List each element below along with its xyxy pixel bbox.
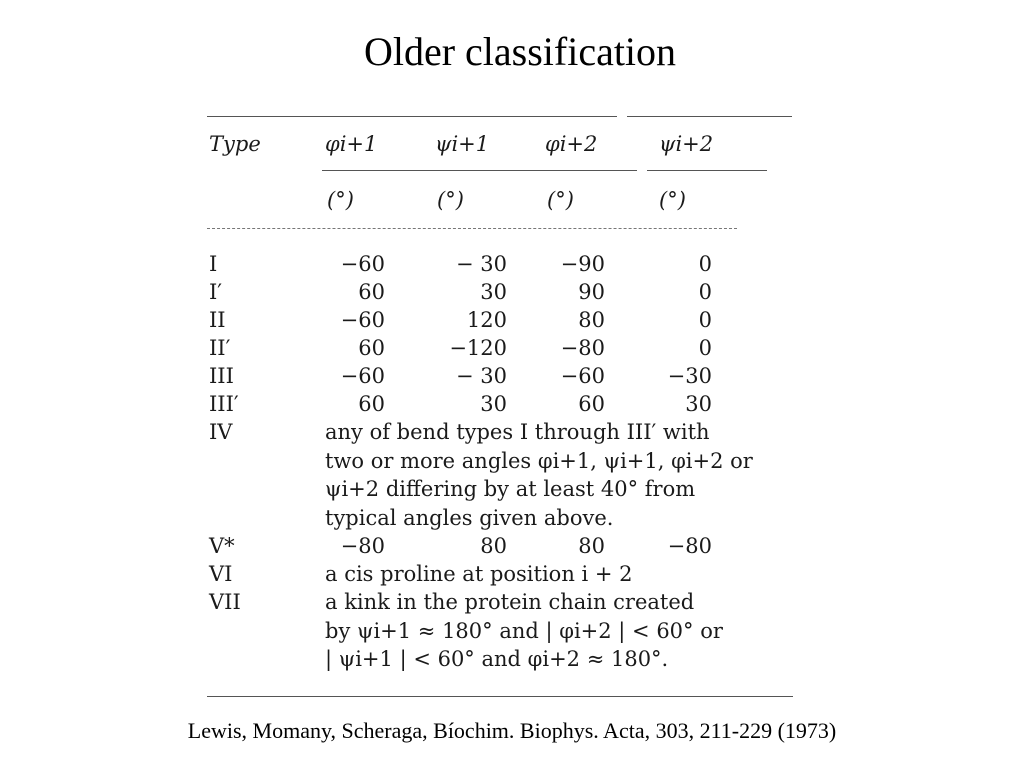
row-psi2: 0	[698, 308, 712, 332]
row-type: I	[209, 252, 218, 276]
scanned-table	[207, 112, 797, 702]
type-vii-line: by ψi+1 ≈ 180° and | φi+2 | < 60° or	[325, 618, 723, 643]
row-psi1: −120	[449, 336, 507, 360]
row-type: I′	[209, 280, 223, 304]
type-vi-text: a cis proline at position i + 2	[325, 562, 633, 586]
row-phi1: −60	[340, 308, 385, 332]
type-iv-line: any of bend types I through III′ with	[325, 420, 710, 444]
type-iv-line: ψi+2 differing by at least 40° from	[325, 477, 696, 501]
row-type: III′	[209, 392, 239, 416]
row-type: II′	[209, 336, 231, 360]
row-phi2: −60	[560, 364, 605, 388]
row-phi1: 60	[358, 336, 385, 360]
header-rule-right	[647, 170, 767, 171]
row-type: III	[209, 364, 234, 388]
row-psi1: − 30	[456, 252, 507, 276]
row-psi2: −80	[667, 534, 712, 558]
row-psi2: 30	[685, 392, 712, 416]
row-type: V*	[209, 534, 235, 558]
header-psi1: ψi+1	[435, 132, 490, 156]
header-psi2: ψi+2	[659, 132, 714, 156]
row-psi1: 30	[480, 280, 507, 304]
row-type: II	[209, 308, 226, 332]
row-psi1: 80	[480, 534, 507, 558]
header-phi1: φi+1	[325, 132, 378, 156]
header-bottom-rule	[207, 228, 737, 229]
header-phi2: φi+2	[545, 132, 598, 156]
row-psi1: 120	[466, 308, 507, 332]
unit-psi2: (°)	[659, 188, 686, 212]
type-vii-line: | ψi+1 | < 60° and φi+2 ≈ 180°.	[325, 647, 669, 671]
row-type-vii: VII	[209, 590, 241, 614]
row-psi2: −30	[667, 364, 712, 388]
row-psi1: 30	[480, 392, 507, 416]
top-rule-right	[627, 116, 792, 117]
row-phi2: 60	[578, 392, 605, 416]
header-type: Type	[209, 132, 261, 156]
row-psi1: − 30	[456, 364, 507, 388]
row-phi1: −60	[340, 364, 385, 388]
row-type-iv: IV	[209, 420, 233, 444]
row-phi2: 80	[578, 534, 605, 558]
unit-phi1: (°)	[327, 188, 354, 212]
row-phi2: 90	[578, 280, 605, 304]
row-phi2: −80	[560, 336, 605, 360]
row-phi1: −80	[340, 534, 385, 558]
row-phi2: 80	[578, 308, 605, 332]
unit-psi1: (°)	[437, 188, 464, 212]
header-rule-left	[322, 170, 637, 171]
row-phi1: 60	[358, 392, 385, 416]
top-rule-left	[207, 116, 617, 117]
type-vii-line: a kink in the protein chain created	[325, 590, 695, 614]
row-phi2: −90	[560, 252, 605, 276]
type-iv-line: typical angles given above.	[325, 505, 614, 530]
unit-phi2: (°)	[547, 188, 574, 212]
row-psi2: 0	[698, 252, 712, 276]
bottom-rule	[207, 696, 793, 697]
row-phi1: −60	[340, 252, 385, 276]
row-type-vi: VI	[209, 562, 233, 586]
slide-title: Older classification	[363, 29, 677, 74]
row-psi2: 0	[698, 280, 712, 304]
citation: Lewis, Momany, Scheraga, Bíochim. Biophys. Acta, 303, 211-229 (1973)	[187, 718, 837, 743]
row-phi1: 60	[358, 280, 385, 304]
row-psi2: 0	[698, 336, 712, 360]
type-iv-line: two or more angles φi+1, ψi+1, φi+2 or	[325, 448, 753, 473]
